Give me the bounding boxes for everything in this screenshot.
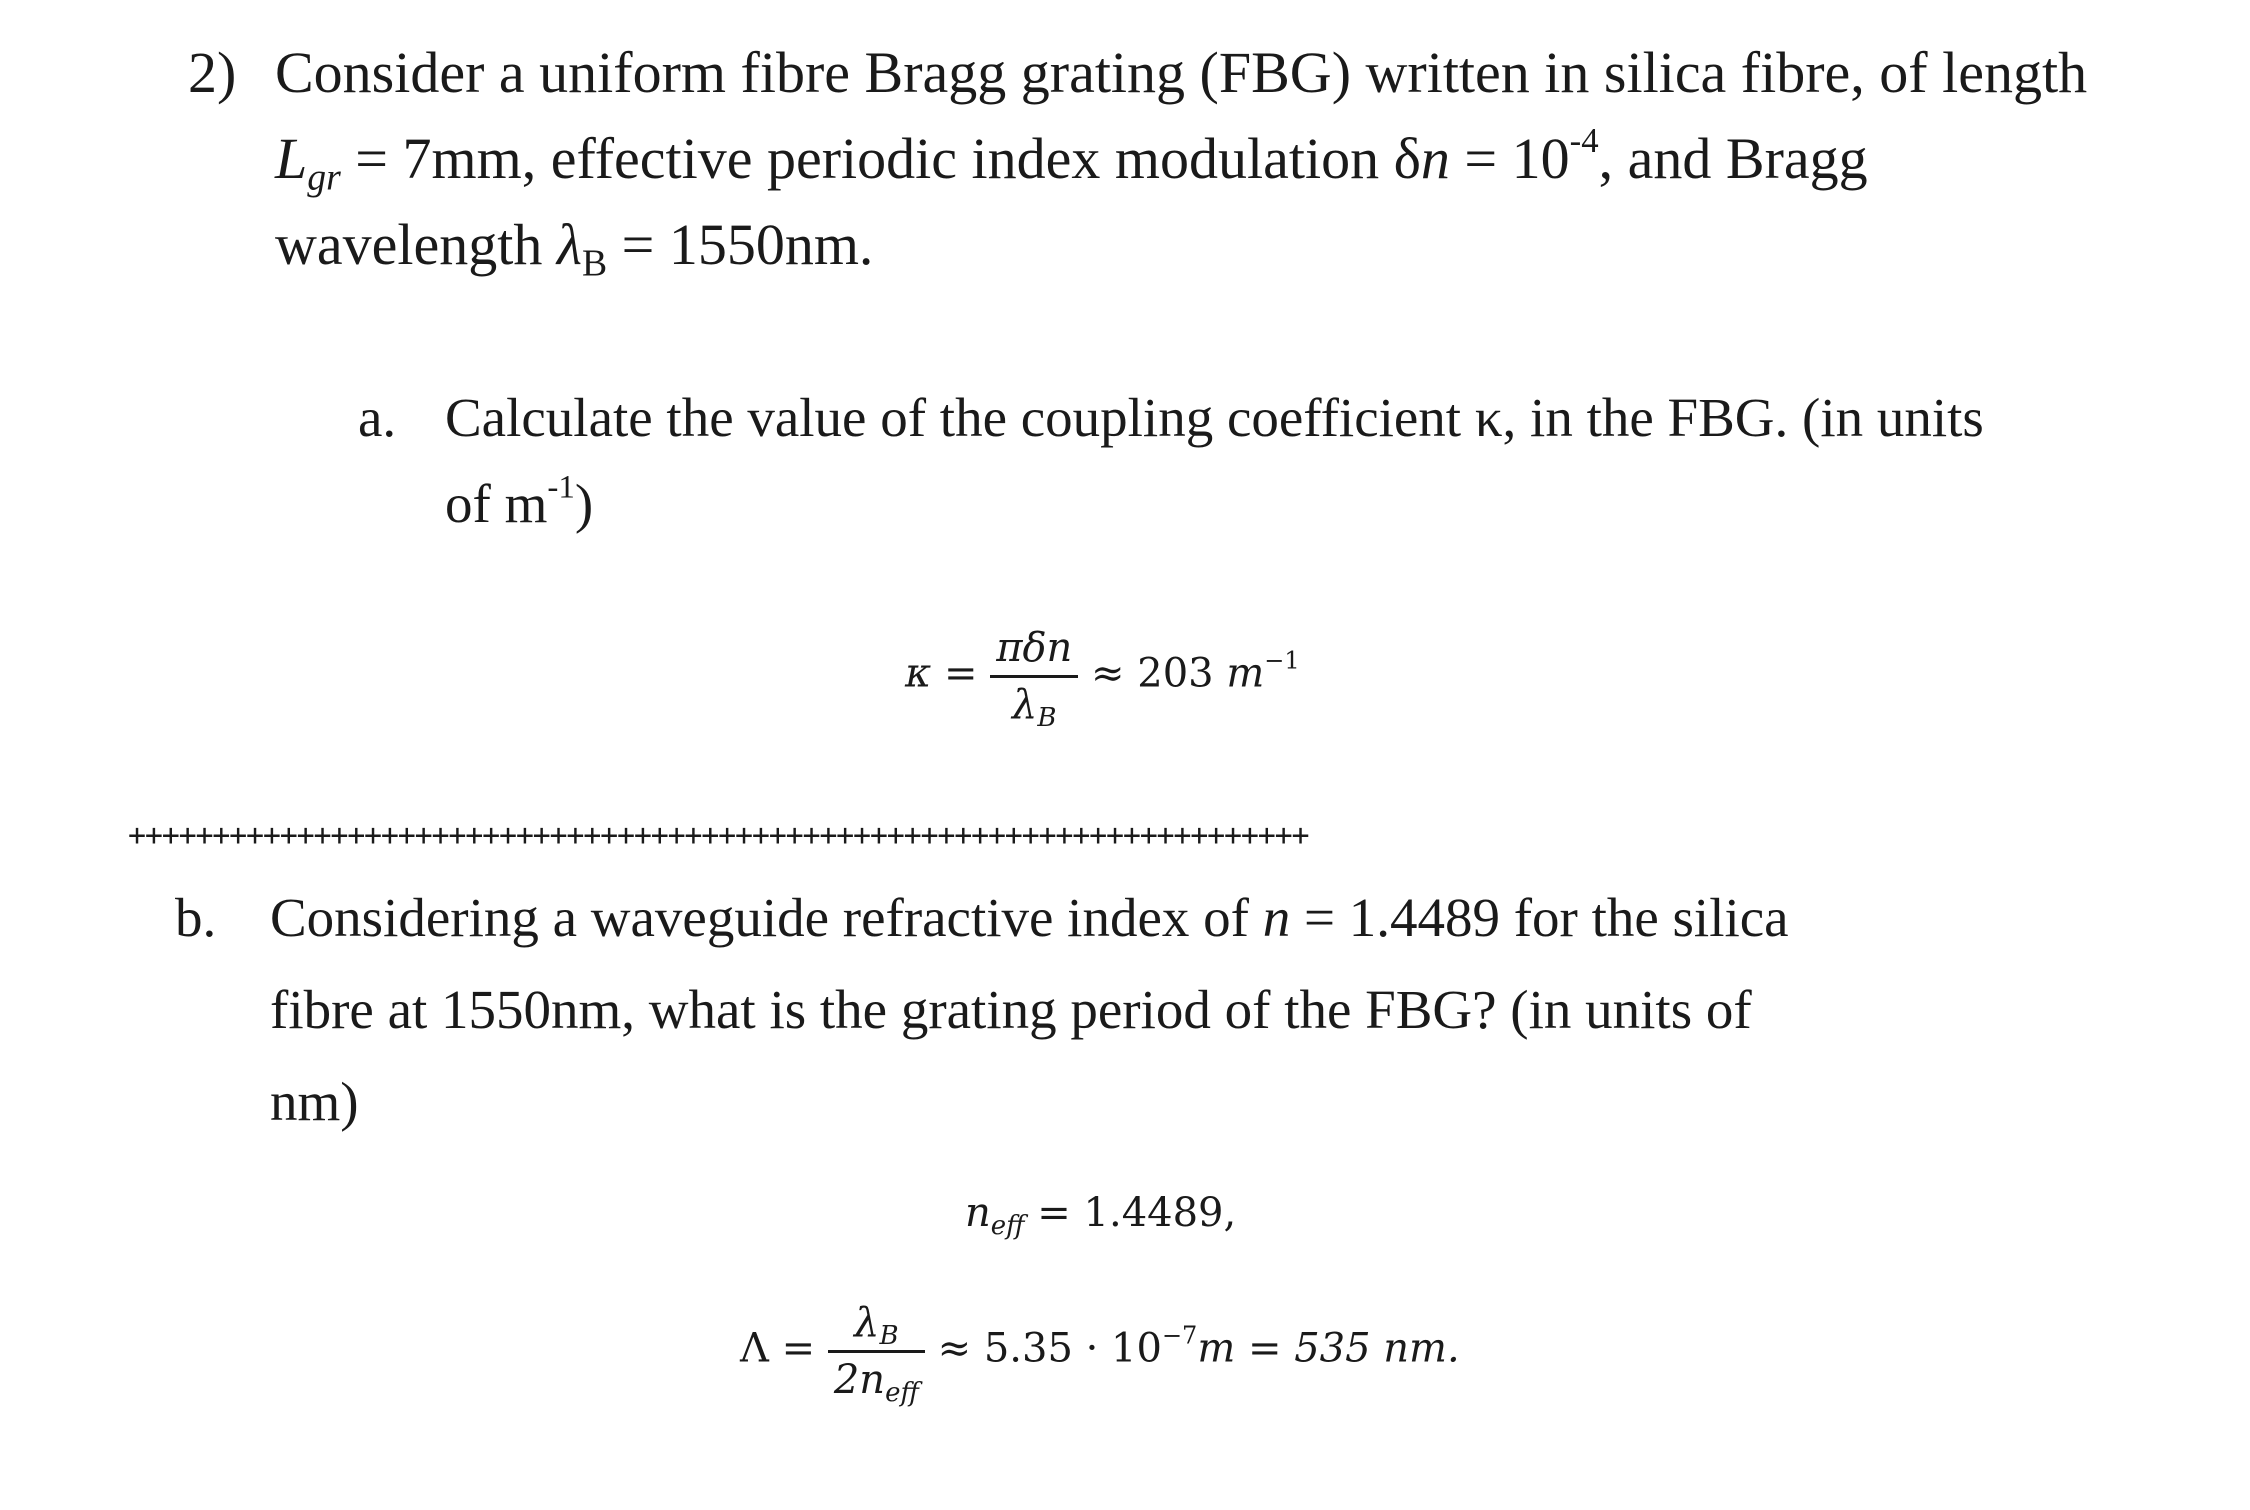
units-exponent: -1 — [547, 469, 575, 506]
kappa-denominator — [990, 678, 1078, 733]
question-line-3 — [275, 212, 874, 285]
kappa-lhs: κ = — [905, 650, 978, 697]
length-variable: L — [275, 126, 308, 191]
part-b-line-1 — [270, 887, 1789, 948]
part-b-line-3: nm) — [270, 1071, 359, 1132]
period-fraction — [828, 1300, 925, 1408]
period-den-main: 2n — [833, 1357, 886, 1403]
question-number: 2) — [188, 40, 237, 105]
refractive-index-variable: n — [1262, 887, 1291, 948]
part-b-line-1-part-a: Considering a waveguide refractive index of — [270, 887, 1263, 948]
neff-value: = 1.4489, — [1024, 1190, 1237, 1236]
neff-variable: n — [965, 1190, 991, 1236]
question-line-2-part-a: = 7mm, effective periodic index modulation δ — [340, 126, 1421, 191]
part-b-line-2: fibre at 1550nm, what is the grating period of the FBG? (in units of — [270, 979, 1752, 1040]
period-lhs: Λ = — [740, 1325, 816, 1372]
index-variable: n — [1420, 126, 1450, 191]
period-num-subscript: B — [879, 1320, 899, 1351]
length-subscript: gr — [307, 156, 341, 199]
period-rhs-b: m = 535 — [1197, 1325, 1384, 1372]
period-rhs-a: ≈ 5.35 · 10 — [937, 1325, 1162, 1372]
part-b-line-1-part-b: = 1.4489 for the silica — [1290, 887, 1789, 948]
kappa-den-subscript: B — [1037, 702, 1057, 733]
period-numerator — [828, 1300, 925, 1353]
question-line-2-part-c: , and Bragg — [1598, 126, 1868, 191]
part-a-line-2-part-b: ) — [574, 473, 594, 534]
kappa-formula — [905, 625, 1300, 733]
part-a-line-2-part-a: of m — [445, 473, 548, 534]
question-line-2-part-b: = 10 — [1449, 126, 1570, 191]
part-a-line-2 — [445, 469, 594, 534]
kappa-rhs: ≈ 203 — [1091, 650, 1227, 697]
part-b-label: b. — [175, 887, 217, 948]
neff-subscript: eff — [990, 1210, 1025, 1241]
period-num-lambda: λ — [854, 1300, 880, 1346]
modulation-exponent: -4 — [1569, 120, 1599, 160]
question-line-3-part-b: = 1550nm. — [607, 212, 874, 277]
part-a-line-1: Calculate the value of the coupling coefficient κ, in the FBG. (in units — [445, 387, 1984, 448]
kappa-fraction — [990, 625, 1078, 733]
kappa-numerator: πδn — [990, 625, 1078, 678]
kappa-rhs-unit: m — [1226, 650, 1265, 697]
period-rhs-unit: nm. — [1383, 1325, 1460, 1372]
separator-line: ++++++++++++++++++++++++++++++++++++++++++++++++++++++++++++++++++++++ — [128, 818, 1309, 853]
period-rhs-exponent: −7 — [1161, 1321, 1198, 1350]
part-a-label: a. — [358, 387, 397, 448]
kappa-den-lambda: λ — [1012, 682, 1038, 728]
question-line-2 — [275, 120, 1868, 199]
question-line-1: Consider a uniform fibre Bragg grating (FBG) written in silica fibre, of length — [275, 40, 2088, 105]
period-denominator — [828, 1353, 925, 1408]
period-den-subscript: eff — [885, 1377, 919, 1408]
kappa-rhs-exponent: −1 — [1264, 646, 1300, 675]
period-formula — [740, 1300, 1460, 1408]
neff-line — [965, 1190, 1237, 1241]
bragg-lambda: λ — [556, 212, 582, 277]
question-line-3-part-a: wavelength — [275, 212, 557, 277]
bragg-subscript: B — [581, 242, 608, 285]
